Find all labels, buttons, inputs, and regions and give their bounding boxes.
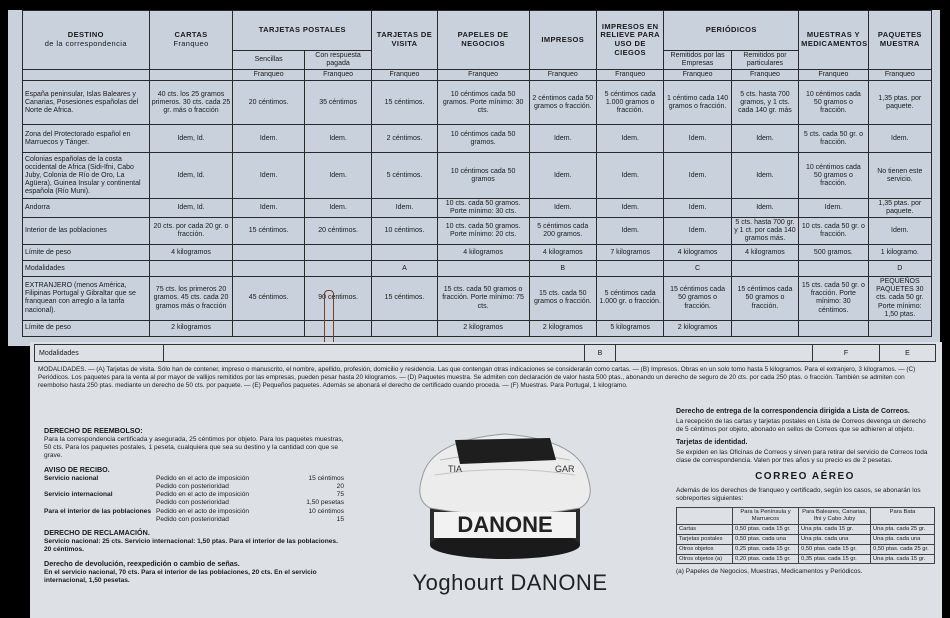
aviso-service-label: Servicio internacional [44, 491, 113, 499]
air-body [677, 524, 935, 564]
tariff-table [22, 10, 932, 337]
rate-cell: 4 kilogramos [529, 245, 596, 261]
tariff-row [23, 153, 932, 199]
rate-cell: 40 cts. los 25 gramos primeros. 30 cts. cada 25 gr. más o fracción [149, 81, 233, 125]
lista-title: Derecho de entrega de la correspondencia dirigida a Lista de Correos. [676, 408, 910, 415]
aviso-line [44, 491, 344, 499]
rate-cell: Idem. [304, 153, 371, 199]
tariff-row [23, 320, 932, 336]
franqueo-label: Franqueo [437, 70, 529, 81]
tariff-table-page [8, 10, 940, 346]
reclamacion-text: Servicio nacional: 25 cts. Servicio internacional: 1,50 ptas. Para el interior de las poblaciones. 20 céntimos. [44, 538, 338, 554]
air-rate-cell: 0,50 ptas. cada 15 gr. [733, 524, 799, 534]
aviso-condition: Pedido con posterioridad [156, 515, 229, 523]
rate-cell: Idem. [868, 218, 931, 245]
rate-cell: 15 cts. cada 50 gr. o fracción. Porte mínimo: 30 céntimos. [799, 277, 868, 320]
aviso-condition: Pedido con posterioridad [156, 482, 229, 490]
rate-cell: B [529, 261, 596, 277]
destination-cell: Límite de peso [23, 320, 150, 336]
rate-cell: 2 kilogramos [437, 320, 529, 336]
rate-cell [233, 261, 304, 277]
aviso-service-label: Servicio nacional [44, 474, 99, 482]
header-paquetes: PAQUETES MUESTRA [868, 11, 931, 70]
rate-cell: 5 cts. hasta 700 gr. y 1 ct. por cada 140 gramos más. [731, 218, 798, 245]
air-header: Para la Península y Marruecos [733, 507, 799, 524]
air-rate-cell: Una pta. cada una [871, 534, 935, 544]
reembolso-text: Para la correspondencia certificada y asegurada, 25 céntimos por objeto. Para los paquetes muestras, 50 cts. Para los paquetes postales, 1 peseta, cualquiera que sea su destino y la cantidad con que se grave. [44, 436, 344, 460]
air-header [677, 507, 733, 524]
aviso-fee: 15 [336, 515, 344, 523]
rate-cell: Idem. [868, 125, 931, 153]
aviso-line [44, 516, 344, 524]
aviso-service-label [44, 483, 156, 491]
rate-cell: 10 cts. cada 50 gr. o fracción. [799, 218, 868, 245]
rate-cell [372, 320, 437, 336]
header-periodicos: PERIÓDICOS [664, 11, 799, 51]
rate-cell: 15 céntimos. [372, 81, 437, 125]
franqueo-label: Franqueo [596, 70, 663, 81]
rate-cell: Idem. [596, 153, 663, 199]
rate-cell: 20 céntimos. [304, 218, 371, 245]
aviso-line [44, 499, 344, 507]
rate-cell: Idem. [233, 153, 304, 199]
aviso-fee: 20 [336, 482, 344, 490]
tariff-row [23, 125, 932, 153]
rate-cell: Idem. [233, 199, 304, 218]
rate-cell: 5 céntimos. [372, 153, 437, 199]
lista-text: La recepción de las cartas y tarjetas postales en Lista de Correos devenga un derecho de 5 céntimos por objeto, abonado en sellos de Correos que se adhieren al objeto. [676, 417, 926, 433]
destination-cell: Límite de peso [23, 245, 150, 261]
rate-cell: Idem. [664, 153, 731, 199]
rate-cell: Idem. [529, 125, 596, 153]
air-rate-cell: 0,25 ptas. cada 15 gr. [733, 544, 799, 554]
aviso-condition: Pedido en el acto de imposición [156, 491, 250, 499]
right-column [676, 408, 934, 577]
destination-cell: Zona del Protectorado español en Marruecos y Tánger. [23, 125, 150, 153]
franqueo-label: Franqueo [529, 70, 596, 81]
rate-cell [596, 261, 663, 277]
rate-cell: 5 cts. hasta 700 gramos, y 1 cts. cada 140 gr. más [731, 81, 798, 125]
rate-cell [437, 261, 529, 277]
reclamacion-title: DERECHO DE RECLAMACIÓN. [44, 528, 150, 538]
rate-cell [233, 245, 304, 261]
aviso-condition: Pedido en el acto de imposición [156, 507, 250, 515]
rate-cell: Idem. [731, 125, 798, 153]
air-rate-cell: 0,50 ptas. cada 25 gr. [871, 544, 935, 554]
rate-cell: 1 kilogramo. [868, 245, 931, 261]
rate-cell: Idem. [596, 218, 663, 245]
header-sencillas: Sencillas [233, 51, 304, 70]
lid-text-right: GAR [555, 464, 575, 474]
header-muestras: MUESTRAS Y MEDICAMENTOS [799, 11, 868, 70]
destination-cell: España peninsular, Islas Baleares y Canarias, Posesiones españolas del Norte de Africa. [23, 81, 150, 125]
aviso-condition: Pedido con posterioridad [156, 499, 229, 507]
rate-cell: 5 céntimos cada 1.000 gramos o fracción. [596, 81, 663, 125]
rate-cell: 4 kilogramos [149, 245, 233, 261]
air-row [677, 554, 935, 564]
air-item-label: Tarjetas postales [677, 534, 733, 544]
header-impresos: IMPRESOS [529, 11, 596, 70]
aviso-rows [44, 475, 344, 524]
rate-cell [149, 261, 233, 277]
rate-cell: 10 céntimos cada 50 gramos [437, 153, 529, 199]
mod-letter: E [905, 349, 910, 357]
rate-cell: PEQUEÑOS PAQUETES 30 cts. cada 50 gr. Porte mínimo: 1,50 ptas. [868, 277, 931, 320]
identidad-text: Se expiden en las Oficinas de Correos y sirven para retirar del servicio de Correos toda clase de correspondencia. Valen por tres años y su precio es de 2 pesetas. [676, 448, 928, 464]
correo-intro: Además de los derechos de franqueo y certificado, según los casos, se abonarán los sobreportes siguientes: [676, 486, 921, 502]
rate-cell: 5 cts. cada 50 gr. o fracción. [799, 125, 868, 153]
rate-cell: 35 céntimos [304, 81, 371, 125]
rate-cell: Idem. [372, 199, 437, 218]
rate-cell: Idem. [731, 199, 798, 218]
aviso-fee: 75 [336, 491, 344, 499]
tariff-row [23, 277, 932, 320]
franqueo-label: Franqueo [372, 70, 437, 81]
rate-cell: 20 cts. por cada 20 gr. o fracción. [149, 218, 233, 245]
rate-cell: 10 céntimos cada 50 gramos. [437, 125, 529, 153]
destination-cell: Modalidades [23, 261, 150, 277]
rate-cell: No tienen este servicio. [868, 153, 931, 199]
rate-cell: 15 céntimos cada 50 gramos o fracción. [731, 277, 798, 320]
modalidades-notes: MODALIDADES. — (A) Tarjetas de visita. Sólo han de contener, impreso o manuscrito, el nombre, apellido, profesión, domicilio y residencia. Las que contengan otras indicaciones se considerarán como cartas. — (B) Impresos. Obras en un solo tomo hasta 5 kilogramos. Para el extranjero, 3 kilogramos. — (C) Periódicos. Los paquetes para la venta al por mayor de vallijos remitidos por las empresas, pueden pesar hasta 20 kilogramos. — (D) Paquetes muestra. Se admiten con declaración de valor hasta 500 ptas., abonando un derecho de seguro de 20 cts. por cada 250 ptas. o fracción. También se admiten con reembolso hasta 250 ptas. mediante un derecho de 50 cts. por paquete. — (E) Pequeños paquetes. Además se abonará el derecho de certificado cuando proceda. — (F) Muestras. Para Portugal, 1 kilogramo. [38, 366, 916, 389]
modalidades-row [34, 344, 936, 362]
rate-cell: Idem. [233, 125, 304, 153]
rate-cell [304, 245, 371, 261]
rate-cell: A [372, 261, 437, 277]
air-row [677, 544, 935, 554]
franqueo-label: Franqueo [664, 70, 731, 81]
tariff-row [23, 245, 932, 261]
rate-cell: 500 gramos. [799, 245, 868, 261]
rate-cell: 5 kilogramos [596, 320, 663, 336]
rate-cell: Idem. [596, 125, 663, 153]
air-item-label: Otros objetos (a) [677, 554, 733, 564]
header-cartas: CARTAS Franqueo [149, 11, 233, 70]
rate-cell: 4 kilogramos [437, 245, 529, 261]
tariff-row [23, 218, 932, 245]
header-tarjetas-visita: TARJETAS DE VISITA [372, 11, 437, 70]
aviso-line [44, 483, 344, 491]
aviso-condition: Pedido en el acto de imposición [156, 474, 250, 482]
rate-cell [304, 320, 371, 336]
rate-cell: 10 céntimos cada 50 gramos. Porte mínimo: 30 cts. [437, 81, 529, 125]
rate-cell: 5 céntimos cada 200 gramos. [529, 218, 596, 245]
destination-cell: Colonias españolas de la costa occidental de Africa (Sidi-Ifni, Cabo Juby, Colonia de Río de Oro, La Agüera), Guinea Insular y continental española (Río Muni). [23, 153, 150, 199]
rate-cell: 4 kilogramos [731, 245, 798, 261]
rate-cell: 2 céntimos. [372, 125, 437, 153]
rate-cell: Idem. [304, 199, 371, 218]
rate-cell [799, 261, 868, 277]
franqueo-label: Franqueo [868, 70, 931, 81]
franqueo-label: Franqueo [304, 70, 371, 81]
rate-cell: Idem, Id. [149, 125, 233, 153]
rate-cell: 7 kilogramos [596, 245, 663, 261]
franqueo-row [23, 70, 932, 81]
rate-cell: Idem. [799, 199, 868, 218]
rate-cell: 10 céntimos. [372, 218, 437, 245]
rate-cell [233, 320, 304, 336]
rate-cell: 15 cts. cada 50 gramos o fracción. [529, 277, 596, 320]
air-mail-table [676, 507, 935, 565]
danone-advertisement [360, 420, 650, 616]
rate-cell [868, 320, 931, 336]
rate-cell [372, 245, 437, 261]
rate-cell [731, 320, 798, 336]
header-relieve: IMPRESOS EN RELIEVE PARA USO DE CIEGOS [596, 11, 663, 70]
rate-cell: Idem. [664, 218, 731, 245]
rate-cell: Idem. [664, 199, 731, 218]
rate-cell: Idem. [596, 199, 663, 218]
rate-cell: 2 kilogramos [149, 320, 233, 336]
correo-aereo-title: CORREO AÉREO [755, 471, 855, 482]
air-item-label: Cartas [677, 524, 733, 534]
staple-mark [324, 290, 334, 346]
header-destino: DESTINO de la correspondencia [23, 11, 150, 70]
rate-cell: 4 kilogramos [664, 245, 731, 261]
aviso-service-label: Para el interior de las poblaciones [44, 507, 152, 515]
notes-page [30, 342, 942, 618]
header-papeles: PAPELES DE NEGOCIOS [437, 11, 529, 70]
modalidades-label: Modalidades [35, 345, 164, 361]
tariff-row [23, 261, 932, 277]
rate-cell [731, 261, 798, 277]
rate-cell: 10 cts. cada 50 gramos. Porte mínimo: 20 cts. [437, 218, 529, 245]
rate-cell: 10 céntimos cada 50 gramos o fracción. [799, 81, 868, 125]
header-tarjetas-postales: TARJETAS POSTALES [233, 11, 372, 51]
air-rate-cell: Una pta. cada 25 gr. [871, 524, 935, 534]
franqueo-label: Franqueo [731, 70, 798, 81]
air-rate-cell: 0,50 ptas. cada una [733, 534, 799, 544]
rate-cell: 45 céntimos. [233, 277, 304, 320]
reembolso-title: DERECHO DE REEMBOLSO: [44, 426, 143, 435]
destination-cell: EXTRANJERO (menos América, Filipinas Portugal y Gibraltar que se franquean con arreglo a la tarifa nacional). [23, 277, 150, 320]
rate-cell: Idem, Id. [149, 199, 233, 218]
rate-cell: 20 céntimos. [233, 81, 304, 125]
aviso-line [44, 475, 344, 483]
header-remitidos-empresas: Remitidos por las Empresas [664, 51, 731, 70]
air-rate-cell: 0,50 ptas. cada 15 gr. [799, 544, 871, 554]
rate-cell: Idem. [664, 125, 731, 153]
aviso-fee: 15 céntimos [308, 474, 344, 482]
aviso-line [44, 508, 344, 516]
rate-cell: Idem. [529, 199, 596, 218]
rate-cell: D [868, 261, 931, 277]
rate-cell [304, 261, 371, 277]
air-header: Para Baleares, Canarias, Ifni y Cabo Juby [799, 507, 871, 524]
ad-caption: Yoghourt DANONE [412, 570, 608, 595]
air-rate-cell: Una pta. cada 15 gr. [871, 554, 935, 564]
rate-cell: Idem. [304, 125, 371, 153]
devolucion-title: Derecho de devolución, reexpedición o cambio de señas. [44, 558, 240, 568]
header-con-respuesta: Con respuesta pagada [304, 51, 371, 70]
rate-cell: 2 céntimos cada 50 gramos o fracción. [529, 81, 596, 125]
franqueo-label: Franqueo [799, 70, 868, 81]
air-row [677, 524, 935, 534]
air-item-label: Otros objetos [677, 544, 733, 554]
rate-cell: 1,35 ptas. por paquete. [868, 81, 931, 125]
rate-cell: 2 kilogramos [529, 320, 596, 336]
air-rate-cell: 0,35 ptas. cada 15 gr. [799, 554, 871, 564]
air-rate-cell: 0,20 ptas. cada 15 gr. [733, 554, 799, 564]
mod-letter: B [585, 345, 616, 361]
franqueo-label: Franqueo [233, 70, 304, 81]
devolucion-text: En el servicio nacional, 70 cts. Para el interior de las poblaciones, 20 cts. En el servicio internacional, 1,50 pesetas. [44, 568, 317, 584]
destination-cell: Interior de las poblaciones [23, 218, 150, 245]
air-header: Para Bata [871, 507, 935, 524]
rate-cell: 2 kilogramos [664, 320, 731, 336]
rate-cell: 75 cts. los primeros 20 gramos. 45 cts. cada 20 gramos más o fracción [149, 277, 233, 320]
air-rate-cell: Una pta. cada 15 gr. [799, 524, 871, 534]
rate-cell: 90 céntimos. [304, 277, 371, 320]
jar-brand-label: DANONE [457, 512, 553, 537]
rate-cell: 15 cts. cada 50 gramos o fracción. Porte mínimo: 75 cts. [437, 277, 529, 320]
rate-cell: 15 céntimos. [372, 277, 437, 320]
rate-cell: 15 céntimos. [233, 218, 304, 245]
aviso-fee: 1,50 pesetas [306, 499, 344, 507]
aviso-fee: 10 céntimos [308, 507, 344, 515]
left-column [44, 422, 344, 585]
tariff-body [23, 81, 932, 336]
air-row [677, 534, 935, 544]
rate-cell: 1,35 ptas. por paquete. [868, 199, 931, 218]
header-remitidos-particulares: Remitidos por particulares [731, 51, 798, 70]
air-header-row [677, 507, 935, 524]
air-rate-cell: Una pta. cada una [799, 534, 871, 544]
rate-cell: 15 céntimos cada 50 gramos o fracción. [664, 277, 731, 320]
aviso-service-label [44, 499, 156, 507]
aviso-service-label [44, 516, 156, 524]
lid-text-left: TIA [448, 464, 463, 474]
destination-cell: Andorra [23, 199, 150, 218]
rate-cell: 1 céntimo cada 140 gramos o fracción. [664, 81, 731, 125]
rate-cell: 10 cts. cada 50 gramos. Porte mínimo: 30 cts. [437, 199, 529, 218]
rate-cell: Idem, Id. [149, 153, 233, 199]
rate-cell: Idem. [529, 153, 596, 199]
rate-cell: Idem. [731, 153, 798, 199]
rate-cell: 5 céntimos cada 1.000 gr. o fracción. [596, 277, 663, 320]
aviso-title: AVISO DE RECIBO. [44, 464, 110, 474]
rate-cell [799, 320, 868, 336]
rate-cell: C [664, 261, 731, 277]
identidad-title: Tarjetas de identidad. [676, 439, 748, 446]
danone-jar-illustration [360, 420, 650, 570]
mod-letter: F [813, 345, 880, 361]
tariff-row [23, 81, 932, 125]
rate-cell: 10 céntimos cada 50 gramos o fracción. [799, 153, 868, 199]
air-footnote: (a) Papeles de Negocios, Muestras, Medicamentos y Periódicos. [676, 568, 863, 576]
tariff-row [23, 199, 932, 218]
